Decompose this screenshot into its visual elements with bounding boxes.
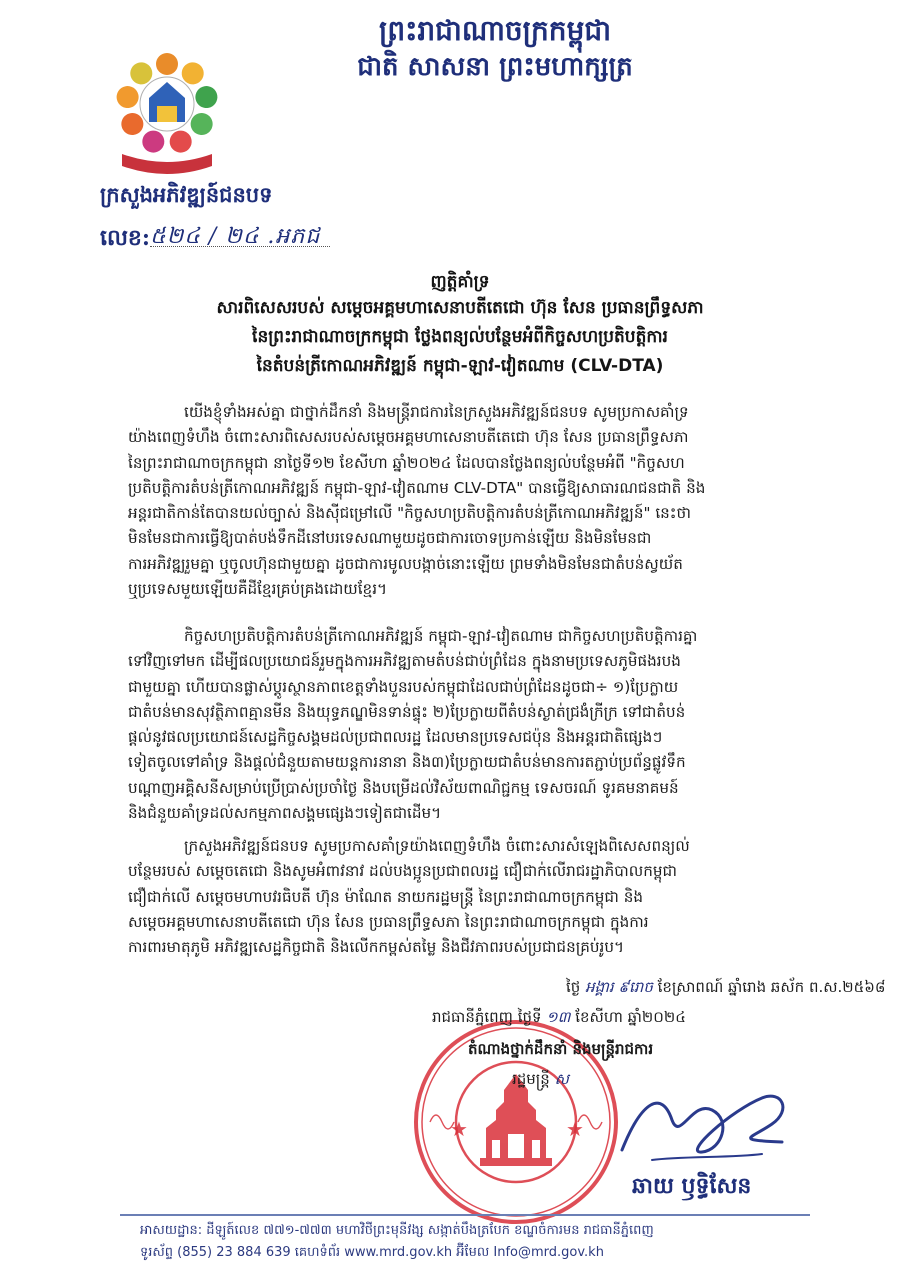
handwritten-signature (612, 1080, 802, 1170)
lunar-date-line (566, 978, 886, 1000)
p3-line: ជឿជាក់លើ សម្តេចមហាបវរធិបតី ហ៊ុន ម៉ាណែត នាយករដ្ឋមន្ត្រី នៃព្រះរាជាណាចក្រកម្ពុជា និង (128, 887, 643, 906)
p1-line: នៃព្រះរាជាណាចក្រកម្ពុជា នាថ្ងៃទី១២ ខែសីហា ឆ្នាំ២០២៤ ដែលបានថ្លែងពន្យល់បន្ថែមអំពី "កិច្ចសហ (128, 453, 685, 472)
p3-line: ការពារមាតុភូមិ អភិវឌ្ឍសេដ្ឋកិច្ចជាតិ និងលើកកម្ពស់តម្លៃ និងជីវភាពរបស់ប្រជាជនគ្រប់រូប។ (128, 938, 624, 957)
svg-text:★: ★ (450, 1117, 468, 1141)
kingdom-title: ព្រះរាជាណាចក្រកម្ពុជា (378, 14, 611, 47)
p1-line: យើងខ្ញុំទាំងអស់គ្នា ជាថ្នាក់ដឹកនាំ និងមន្ត្រីរាជការនៃក្រសួងអភិវឌ្ឍន៍ជនបទ សូមប្រកាសគាំទ្រ (184, 403, 689, 421)
lunar-date-prefix: ថ្ងៃ (566, 978, 581, 996)
footer-contact: ទូរស័ព្ទ (855) 23 884 639 គេហទំព័រ www.mrd.gov.kh អ៊ីមែល Info@mrd.gov.kh (140, 1245, 604, 1260)
p2-line: ទៅវិញទៅមក ដើម្បីផលប្រយោជន៍រួមក្នុងការអភិវឌ្ឍតាមតំបន់ជាប់ព្រំដែន ក្នុងនាមប្រទេសភូមិផងរបង (128, 652, 681, 671)
reference-dotted-line (150, 246, 330, 247)
subject-line-1: សារពិសេសរបស់ សម្តេចអគ្គមហាសេនាបតីតេជោ ហ៊ុន សែន ប្រធានព្រឹទ្ធសភា (216, 298, 704, 318)
p2-line: និងជំនួយគាំទ្រដល់សកម្មភាពសង្គមផ្សេងៗទៀតជាដើម។ (128, 804, 442, 823)
subject-line-2: នៃព្រះរាជាណាចក្រកម្ពុជា ថ្លែងពន្យល់បន្ថែមអំពីកិច្ចសហប្រតិបត្តិការ (252, 327, 668, 347)
p1-line: ឬប្រទេសមួយឡើយគឺដីខ្មែរគ្រប់គ្រងដោយខ្មែរ។ (128, 580, 388, 599)
svg-text:★: ★ (566, 1117, 584, 1141)
reference-label: លេខ: (100, 225, 151, 251)
footer-divider (120, 1214, 810, 1216)
lunar-date-handwritten: អង្គារ ៩រោច (585, 978, 653, 996)
paragraph-3 (128, 834, 800, 960)
p1-line: មិនមែនជាការធ្វើឱ្យបាត់បង់ទឹកដីនៅបរទេសណាមួយដូចជាការចោទប្រកាន់ឡើយ និងមិនមែនជា (128, 529, 652, 548)
p2-line: កិច្ចសហប្រតិបត្តិការតំបន់ត្រីកោណអភិវឌ្ឍន៍ កម្ពុជា-ឡាវ-វៀតណាម ជាកិច្ចសហប្រតិបត្តិការគ្នា (184, 627, 698, 645)
solar-date-line (432, 1008, 686, 1030)
p1-line: អន្តរជាតិកាន់តែបានយល់ច្បាស់ និងស៊ីជម្រៅលើ "កិច្ចសហប្រតិបត្តិការតំបន់ត្រីកោណអភិវឌ្ឍន៍" នេះថា (128, 504, 691, 523)
p3-line: ក្រសួងអភិវឌ្ឍន៍ជនបទ សូមប្រកាសគាំទ្រយ៉ាងពេញទំហឹង ចំពោះសារសំឡេងពិសេសពន្យល់ (184, 837, 690, 855)
p3-line: សម្តេចអគ្គមហាសេនាបតីតេជោ ហ៊ុន សែន ប្រធានព្រឹទ្ធសភា នៃព្រះរាជាណាចក្រកម្ពុជា ក្នុងការ (128, 912, 649, 931)
solar-date-prefix: រាជធានីភ្នំពេញ ថ្ងៃទី (432, 1008, 542, 1026)
ministry-logo (108, 36, 226, 186)
signer-name: ឆាយ ឫទ្ធិសែន (632, 1173, 752, 1199)
p2-line: ជាមួយគ្នា ហើយបានផ្លាស់ប្តូរស្ថានភាពខេត្តទាំងបួនរបស់កម្ពុជាដែលជាប់ព្រំដែនដូចជា÷ ១)ប្រែក្លាយ (128, 677, 679, 696)
national-motto: ជាតិ សាសនា ព្រះមហាក្សត្រ (357, 52, 633, 82)
p2-line: ទៀតចូលទៅគាំទ្រ និងផ្តល់ជំនួយតាមយន្តការនានា និង៣)ប្រែក្លាយជាតំបន់មានការតភ្ជាប់ប្រព័ន្ធផ្លូវទឹក (128, 753, 686, 772)
subject-line-3: នៃតំបន់ត្រីកោណអភិវឌ្ឍន៍ កម្ពុជា-ឡាវ-វៀតណាម (CLV-DTA) (256, 356, 664, 376)
signoff-representative: តំណាងថ្នាក់ដឹកនាំ និងមន្ត្រីរាជការ (468, 1040, 654, 1058)
ministry-name: ក្រសួងអភិវឌ្ឍន៍ជនបទ (100, 182, 273, 207)
solar-date-handwritten: ១៣ (546, 1008, 571, 1026)
lunar-date-suffix: ខែស្រាពណ៍ ឆ្នាំរោង ឆស័ក ព.ស.២៥៦៨ (657, 978, 886, 996)
p2-line: ផ្តល់នូវផលប្រយោជន៍សេដ្ឋកិច្ចសង្គមដល់ប្រជាពលរដ្ឋ ដែលមានប្រទេសជប៉ុន និងអន្តរជាតិផ្សេងៗ (128, 728, 663, 747)
document-type-title: ញត្តិគាំទ្រ (430, 272, 490, 292)
p1-line: ការអភិវឌ្ឍរួមគ្នា ឬចូលហ៊ុនជាមួយគ្នា ដូចជាការមូលបង្កាច់នោះឡើយ ព្រមទាំងមិនមែនជាតំបន់ស្វយ័ត (128, 554, 683, 573)
reference-number: ៥២៤ / ២៤ .អភជ (150, 224, 321, 249)
p3-line: បន្ថែមរបស់ សម្តេចតេជោ និងសូមអំពាវនាវ ដល់បងប្អូនប្រជាពលរដ្ឋ ជឿជាក់លើរាជរដ្ឋាភិបាលកម្ពុជា (128, 862, 677, 881)
footer-address: អាសយដ្ឋាន: ដីឡូត៍លេខ ៧៧១-៧៧៣ មហាវិថីព្រះមុនីវង្ស សង្កាត់បឹងត្របែក ខណ្ឌចំការមន រាជធានីភ្នំពេញ (140, 1223, 654, 1238)
signer-role-initial: ស (554, 1070, 569, 1088)
solar-date-suffix: ខែសីហា ឆ្នាំ២០២៤ (575, 1008, 686, 1026)
p2-line: ជាតំបន់មានសុវត្ថិភាពគ្មានមីន និងយុទ្ធភណ្ឌមិនទាន់ផ្ទុះ ២)ប្រែក្លាយពីតំបន់ស្ងាត់ជ្រងំក្រីក្រ ទៅជាតំបន់ (128, 702, 686, 721)
signer-role (512, 1070, 569, 1092)
p1-line: ប្រតិបត្តិការតំបន់ត្រីកោណអភិវឌ្ឍន៍ កម្ពុជា-ឡាវ-វៀតណាម CLV-DTA" បានធ្វើឱ្យសាធារណជនជាតិ និង (128, 478, 706, 497)
p2-line: បណ្តាញអគ្គិសនីសម្រាប់ប្រើប្រាស់ប្រចាំថ្ងៃ និងបម្រើដល់វិស័យពាណិជ្ជកម្ម ទេសចរណ៍ ទូរគមនាគមន៍ (128, 778, 679, 797)
paragraph-1 (128, 400, 800, 602)
paragraph-2 (128, 624, 800, 826)
signer-role-title: រដ្ឋមន្ត្រី (512, 1070, 550, 1088)
p1-line: យ៉ាងពេញទំហឹង ចំពោះសារពិសេសរបស់សម្តេចអគ្គមហាសេនាបតីតេជោ ហ៊ុន សែន ប្រធានព្រឹទ្ធសភា (128, 428, 689, 447)
